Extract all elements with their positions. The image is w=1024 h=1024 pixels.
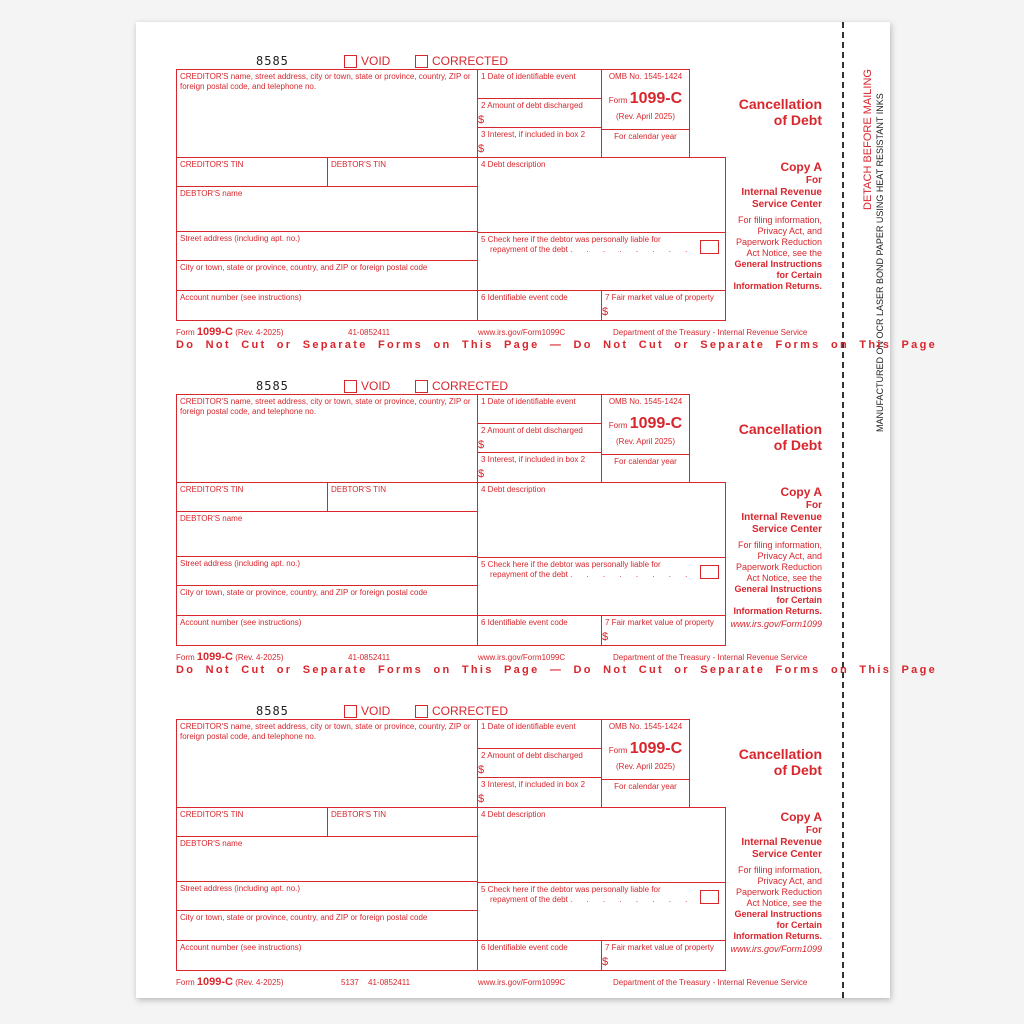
title-line-1: Cancellation <box>738 421 822 437</box>
box2-field[interactable] <box>477 423 602 453</box>
creditor-info-label: CREDITOR'S name, street address, city or town, state or province, country, ZIP or foreign postal code, and telephone no. <box>180 72 471 91</box>
do-not-cut-warning: Do Not Cut or Separate Forms on This Page — Do Not Cut or Separate Forms on This Page <box>176 664 938 676</box>
box7-field[interactable] <box>601 615 726 646</box>
general-instructions: General Instructions for Certain Information Returns. <box>733 259 822 291</box>
footer-form-number: 1099-C <box>196 976 233 988</box>
control-number: 8585 <box>256 54 289 68</box>
footer-revision: (Rev. 4-2025) <box>235 653 284 662</box>
debtor-name-label: DEBTOR'S name <box>180 514 243 523</box>
copy-for: For <box>805 500 822 511</box>
footer-code: 41-0852411 <box>368 978 411 987</box>
box5-label: 5 Check here if the debtor was personally liable for repayment of the debt <box>481 560 661 579</box>
irs-website-link[interactable]: www.irs.gov/Form1099 <box>730 944 822 954</box>
creditor-info-label: CREDITOR'S name, street address, city or town, state or province, country, ZIP or foreign postal code, and telephone no. <box>180 722 471 741</box>
box7-dollar: $ <box>602 631 609 643</box>
footer-form-number: 1099-C <box>196 326 233 338</box>
box1-field[interactable] <box>477 394 602 424</box>
debtor-name-field[interactable] <box>176 186 478 232</box>
form-copy-2 <box>0 377 1024 697</box>
calendar-year-label: For calendar year <box>602 454 689 467</box>
box7-label: 7 Fair market value of property <box>605 943 714 952</box>
box1-field[interactable] <box>477 719 602 749</box>
form-footer <box>176 326 284 338</box>
debtor-name-label: DEBTOR'S name <box>180 189 243 198</box>
omb-block <box>601 69 690 158</box>
form-word: Form <box>608 746 628 755</box>
box3-dollar: $ <box>478 143 485 155</box>
city-field[interactable] <box>176 585 478 616</box>
box3-label: 3 Interest, if included in box 2 <box>481 780 586 789</box>
creditor-info-label: CREDITOR'S name, street address, city or town, state or province, country, ZIP or foreign postal code, and telephone no. <box>180 397 471 416</box>
street-address-field[interactable] <box>176 231 478 261</box>
box7-label: 7 Fair market value of property <box>605 618 714 627</box>
box1-label: 1 Date of identifiable event <box>481 722 576 731</box>
title-line-2: of Debt <box>773 112 822 128</box>
city-label: City or town, state or province, country, and ZIP or foreign postal code <box>180 263 428 272</box>
filing-info: For filing information, Privacy Act, and Paperwork Reduction Act Notice, see the <box>735 865 822 908</box>
box6-field[interactable] <box>477 940 602 971</box>
debtor-name-field[interactable] <box>176 511 478 557</box>
city-field[interactable] <box>176 260 478 291</box>
box5-field <box>477 232 726 291</box>
box5-checkbox[interactable] <box>700 565 719 579</box>
box5-checkbox[interactable] <box>700 890 719 904</box>
footer-form-number: 1099-C <box>196 651 233 663</box>
box1-label: 1 Date of identifiable event <box>481 397 576 406</box>
copy-a-label: Copy A <box>780 810 822 824</box>
form-title <box>700 96 822 128</box>
footer-form-word: Form <box>176 653 195 662</box>
box5-field <box>477 882 726 941</box>
corrected-checkbox[interactable] <box>415 705 428 718</box>
form-word: Form <box>608 96 628 105</box>
footer-form-word: Form <box>176 978 195 987</box>
form-title <box>700 421 822 453</box>
form-word: Form <box>608 421 628 430</box>
copy-a-label: Copy A <box>780 160 822 174</box>
box3-dollar: $ <box>478 793 485 805</box>
box2-label: 2 Amount of debt discharged <box>481 751 583 760</box>
box3-label: 3 Interest, if included in box 2 <box>481 130 586 139</box>
box2-dollar: $ <box>478 439 485 451</box>
irs-center-line-2: Service Center <box>751 199 822 210</box>
account-number-field[interactable] <box>176 290 478 321</box>
corrected-label: CORRECTED <box>432 54 509 68</box>
form-number: 1099-C <box>629 90 683 107</box>
account-number-label: Account number (see instructions) <box>180 293 302 302</box>
irs-center-line-1: Internal Revenue <box>741 512 822 523</box>
copy-for: For <box>805 825 822 836</box>
corrected-checkbox[interactable] <box>415 380 428 393</box>
creditor-info-field[interactable] <box>176 69 478 158</box>
box5-field <box>477 557 726 616</box>
box2-dollar: $ <box>478 764 485 776</box>
box7-dollar: $ <box>602 306 609 318</box>
form-title <box>700 746 822 778</box>
box6-label: 6 Identifiable event code <box>481 293 568 302</box>
street-address-field[interactable] <box>176 556 478 586</box>
footer-code: 41-0852411 <box>348 328 391 337</box>
omb-number: OMB No. 1545-1424 <box>608 722 683 731</box>
form-number: 1099-C <box>629 415 683 432</box>
debtor-name-field[interactable] <box>176 836 478 882</box>
creditor-tin-label: CREDITOR'S TIN <box>180 485 244 494</box>
void-checkbox[interactable] <box>344 380 357 393</box>
creditor-tin-label: CREDITOR'S TIN <box>180 160 244 169</box>
creditor-tin-field[interactable] <box>176 482 328 512</box>
copy-for: For <box>805 175 822 186</box>
creditor-tin-label: CREDITOR'S TIN <box>180 810 244 819</box>
void-label: VOID <box>361 704 391 718</box>
street-address-label: Street address (including apt. no.) <box>180 234 301 243</box>
title-line-1: Cancellation <box>738 96 822 112</box>
footer-url: www.irs.gov/Form1099C <box>478 653 566 662</box>
debtor-tin-label: DEBTOR'S TIN <box>331 485 387 494</box>
void-checkbox[interactable] <box>344 705 357 718</box>
footer-code: 41-0852411 <box>348 653 391 662</box>
footer-department: Department of the Treasury - Internal Revenue Service <box>613 653 808 662</box>
box3-field[interactable] <box>477 777 602 808</box>
box7-field[interactable] <box>601 290 726 321</box>
account-number-field[interactable] <box>176 615 478 646</box>
form-footer <box>176 976 284 988</box>
copy-a-label: Copy A <box>780 485 822 499</box>
box5-dots: . . . . . . . . <box>570 245 694 254</box>
general-instructions: General Instructions for Certain Information Returns. <box>733 909 822 941</box>
title-line-2: of Debt <box>773 762 822 778</box>
control-number: 8585 <box>256 379 289 393</box>
box5-checkbox[interactable] <box>700 240 719 254</box>
box3-field[interactable] <box>477 127 602 158</box>
box7-label: 7 Fair market value of property <box>605 293 714 302</box>
omb-block <box>601 394 690 483</box>
footer-url: www.irs.gov/Form1099C <box>478 328 566 337</box>
box4-field[interactable] <box>477 157 726 233</box>
form-copy-1 <box>0 52 1024 372</box>
omb-number: OMB No. 1545-1424 <box>608 397 683 406</box>
footer-form-word: Form <box>176 328 195 337</box>
form-number: 1099-C <box>629 740 683 757</box>
box2-dollar: $ <box>478 114 485 126</box>
revision-date: (Rev. April 2025) <box>616 762 675 771</box>
irs-center-line-1: Internal Revenue <box>741 837 822 848</box>
account-number-label: Account number (see instructions) <box>180 943 302 952</box>
box4-field[interactable] <box>477 482 726 558</box>
footer-department: Department of the Treasury - Internal Revenue Service <box>613 978 808 987</box>
street-address-label: Street address (including apt. no.) <box>180 559 301 568</box>
creditor-info-field[interactable] <box>176 719 478 808</box>
revision-date: (Rev. April 2025) <box>616 437 675 446</box>
account-number-field[interactable] <box>176 940 478 971</box>
title-line-1: Cancellation <box>738 746 822 762</box>
general-instructions: General Instructions for Certain Information Returns. <box>733 584 822 616</box>
footer-extra-code: 5137 <box>341 978 359 987</box>
revision-date: (Rev. April 2025) <box>616 112 675 121</box>
debtor-tin-label: DEBTOR'S TIN <box>331 810 387 819</box>
corrected-label: CORRECTED <box>432 379 509 393</box>
box6-label: 6 Identifiable event code <box>481 618 568 627</box>
box4-label: 4 Debt description <box>481 810 546 819</box>
debtor-tin-field[interactable] <box>327 157 478 187</box>
box4-label: 4 Debt description <box>481 485 546 494</box>
void-checkbox[interactable] <box>344 55 357 68</box>
form-footer <box>176 651 284 663</box>
filing-info: For filing information, Privacy Act, and Paperwork Reduction Act Notice, see the <box>735 540 822 583</box>
footer-department: Department of the Treasury - Internal Revenue Service <box>613 328 808 337</box>
street-address-label: Street address (including apt. no.) <box>180 884 301 893</box>
debtor-tin-label: DEBTOR'S TIN <box>331 160 387 169</box>
box3-label: 3 Interest, if included in box 2 <box>481 455 586 464</box>
street-address-field[interactable] <box>176 881 478 911</box>
box1-label: 1 Date of identifiable event <box>481 72 576 81</box>
void-label: VOID <box>361 379 391 393</box>
box7-field[interactable] <box>601 940 726 971</box>
irs-center-line-2: Service Center <box>751 524 822 535</box>
omb-block <box>601 719 690 808</box>
copy-a-info <box>728 160 822 292</box>
void-label: VOID <box>361 54 391 68</box>
manufacture-note: MANUFACTURED ON OCR LASER BOND PAPER USING HEAT RESISTANT INKS <box>875 93 885 432</box>
box7-dollar: $ <box>602 956 609 968</box>
irs-center-line-2: Service Center <box>751 849 822 860</box>
box4-field[interactable] <box>477 807 726 883</box>
irs-website-link[interactable]: www.irs.gov/Form1099 <box>730 619 822 629</box>
corrected-checkbox[interactable] <box>415 55 428 68</box>
box2-label: 2 Amount of debt discharged <box>481 426 583 435</box>
debtor-name-label: DEBTOR'S name <box>180 839 243 848</box>
creditor-tin-field[interactable] <box>176 807 328 837</box>
calendar-year-label: For calendar year <box>602 779 689 792</box>
box6-label: 6 Identifiable event code <box>481 943 568 952</box>
control-number: 8585 <box>256 704 289 718</box>
box6-field[interactable] <box>477 290 602 321</box>
box6-field[interactable] <box>477 615 602 646</box>
corrected-label: CORRECTED <box>432 704 509 718</box>
box2-label: 2 Amount of debt discharged <box>481 101 583 110</box>
box5-dots: . . . . . . . . <box>570 570 694 579</box>
footer-revision: (Rev. 4-2025) <box>235 978 284 987</box>
do-not-cut-warning: Do Not Cut or Separate Forms on This Page — Do Not Cut or Separate Forms on This Page <box>176 339 938 351</box>
filing-info: For filing information, Privacy Act, and Paperwork Reduction Act Notice, see the <box>735 215 822 258</box>
title-line-2: of Debt <box>773 437 822 453</box>
omb-number: OMB No. 1545-1424 <box>608 72 683 81</box>
calendar-year-label: For calendar year <box>602 129 689 142</box>
footer-url: www.irs.gov/Form1099C <box>478 978 566 987</box>
debtor-tin-field[interactable] <box>327 482 478 512</box>
irs-center-line-1: Internal Revenue <box>741 187 822 198</box>
box4-label: 4 Debt description <box>481 160 546 169</box>
creditor-info-field[interactable] <box>176 394 478 483</box>
box1-field[interactable] <box>477 69 602 99</box>
box2-field[interactable] <box>477 98 602 128</box>
box5-label: 5 Check here if the debtor was personally liable for repayment of the debt <box>481 235 661 254</box>
account-number-label: Account number (see instructions) <box>180 618 302 627</box>
detach-note: DETACH BEFORE MAILING <box>862 69 874 210</box>
debtor-tin-field[interactable] <box>327 807 478 837</box>
box3-field[interactable] <box>477 452 602 483</box>
city-label: City or town, state or province, country, and ZIP or foreign postal code <box>180 913 428 922</box>
box5-label: 5 Check here if the debtor was personally liable for repayment of the debt <box>481 885 661 904</box>
box5-dots: . . . . . . . . <box>570 895 694 904</box>
city-label: City or town, state or province, country, and ZIP or foreign postal code <box>180 588 428 597</box>
box3-dollar: $ <box>478 468 485 480</box>
creditor-tin-field[interactable] <box>176 157 328 187</box>
copy-a-info <box>728 485 822 630</box>
city-field[interactable] <box>176 910 478 941</box>
box2-field[interactable] <box>477 748 602 778</box>
form-copy-3 <box>0 702 1024 1022</box>
copy-a-info <box>728 810 822 955</box>
footer-revision: (Rev. 4-2025) <box>235 328 284 337</box>
